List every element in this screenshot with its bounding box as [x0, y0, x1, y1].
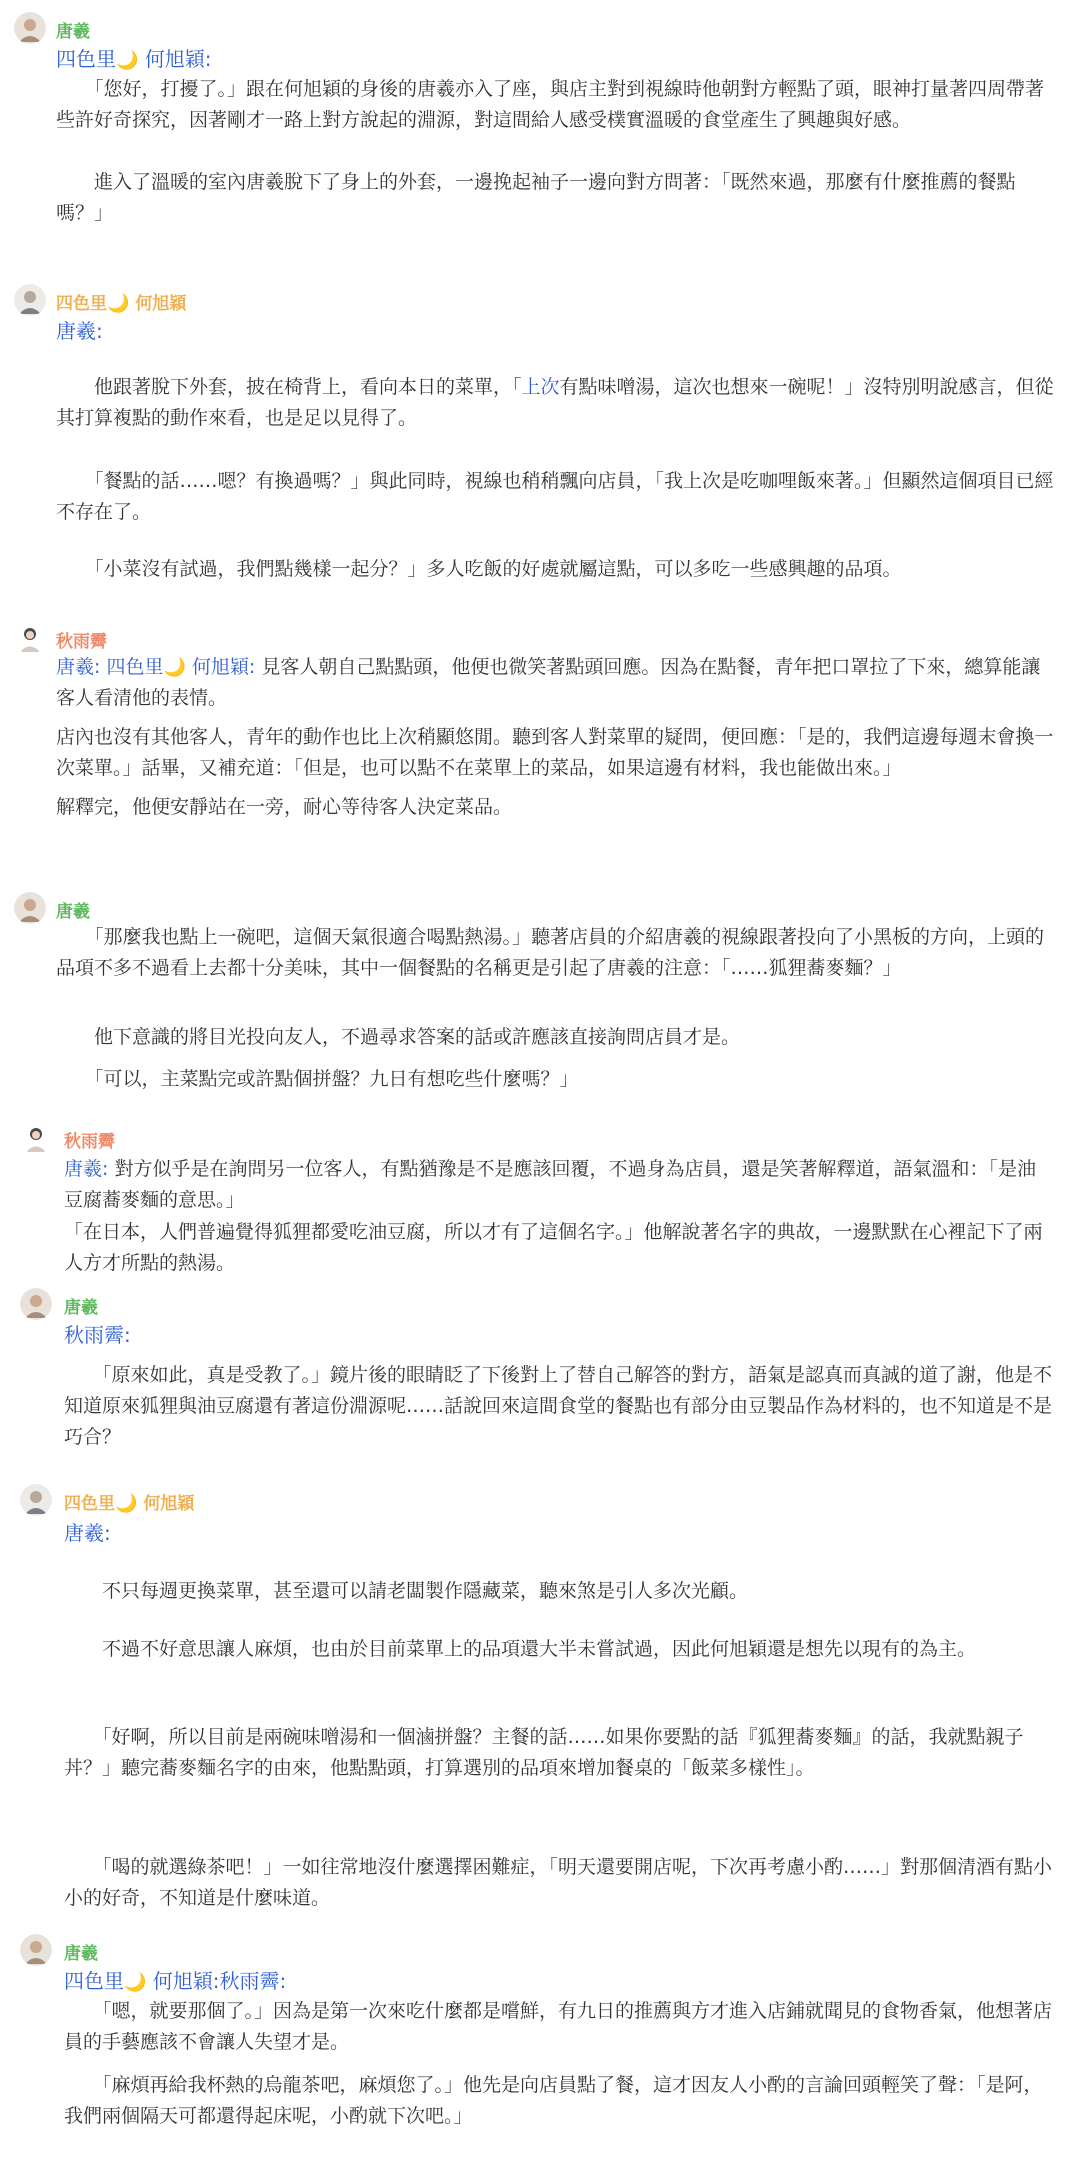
mention-tag[interactable]: 四色里	[64, 1969, 124, 1993]
post-paragraph: 進入了溫暖的室內唐羲脫下了身上的外套，一邊挽起袖子一邊向對方問著：「既然來過，那麼有什麼推薦的餐點嗎？」	[56, 171, 1016, 224]
post-paragraph: 「原來如此，真是受教了。」鏡片後的眼睛眨了下後對上了替自己解答的對方，語氣是認真而真誠的道了謝，他是不知道原來狐狸與油豆腐還有著這份淵源呢……話說回來這間食堂的餐點也有部分由豆製品作為材料的，也不知道是不是巧合？	[64, 1364, 1053, 1448]
author-name[interactable]: 唐羲	[64, 1298, 98, 1318]
post-paragraph: 「喝的就選綠茶吧！」一如往常地沒什麼選擇困難症，「明天還要開店呢，下次再考慮小酌……」對那個清酒有點小小的好奇，不知道是什麼味道。	[64, 1856, 1053, 1909]
avatar[interactable]	[14, 284, 46, 316]
author-name[interactable]: 唐羲	[56, 902, 90, 922]
mention-line	[64, 1968, 286, 1996]
mention-tag[interactable]: 何旭穎:	[185, 656, 256, 678]
post-paragraph: 解釋完，他便安靜站在一旁，耐心等待客人決定菜品。	[56, 796, 513, 818]
moon-icon: 🌙	[163, 657, 186, 678]
post-paragraph: 「在日本，人們普遍覺得狐狸都愛吃油豆腐，所以才有了這個名字。」他解說著名字的典故，一邊默默在心裡記下了兩人方才所點的熱湯。	[64, 1221, 1043, 1274]
author-name[interactable]: 秋雨霽	[56, 632, 107, 652]
avatar[interactable]	[20, 1484, 52, 1516]
author-name[interactable]: 四色里🌙 何旭穎	[64, 1493, 195, 1514]
post-paragraph: 「小菜沒有試過，我們點幾樣一起分？」多人吃飯的好處就屬這點，可以多吃一些感興趣的品項。	[56, 558, 902, 580]
post-paragraph: 不過不好意思讓人麻煩，也由於目前菜單上的品項還大半未嘗試過，因此何旭穎還是想先以現有的為主。	[64, 1638, 977, 1660]
mention-line	[64, 1520, 111, 1546]
post-paragraph: 「餐點的話……嗯？有換過嗎？」與此同時，視線也稍稍飄向店員，「我上次是吃咖哩飯來著。」但顯然這個項目已經不存在了。	[56, 470, 1054, 523]
avatar[interactable]	[14, 12, 46, 44]
mention-line	[56, 46, 212, 74]
mention-tag[interactable]: 秋雨霽:	[64, 1323, 131, 1347]
post-paragraph: 店內也沒有其他客人，青年的動作也比上次稍顯悠閒。聽到客人對菜單的疑問，便回應：「是的，我們這邊每週末會換一次菜單。」話畢，又補充道：「但是，也可以點不在菜單上的菜品，如果這邊有材料，我也能做出來。」	[56, 726, 1054, 779]
moon-icon: 🌙	[116, 50, 139, 71]
moon-icon: 🌙	[115, 1493, 138, 1514]
mention-tag[interactable]: 何旭穎:	[138, 47, 212, 71]
author-name[interactable]: 唐羲	[64, 1944, 98, 1964]
mention-tag[interactable]: 唐羲:	[64, 1158, 109, 1180]
post-paragraph: 「您好，打擾了。」跟在何旭穎的身後的唐羲亦入了座，與店主對到視線時他朝對方輕點了頭，眼神打量著四周帶著些許好奇探究，因著剛才一路上對方說起的淵源，對這間給人感受樸實溫暖的食堂產生了興趣與好感。	[56, 78, 1045, 131]
post-paragraph: 「那麼我也點上一碗吧，這個天氣很適合喝點熱湯。」聽著店員的介紹唐羲的視線跟著投向了小黑板的方向，上頭的品項不多不過看上去都十分美味，其中一個餐點的名稱更是引起了唐羲的注意：「……狐狸蕎麥麵？」	[56, 926, 1045, 979]
mention-tag[interactable]: 四色里	[100, 656, 164, 678]
mention-tag[interactable]: 唐羲:	[56, 656, 101, 678]
author-name[interactable]: 秋雨霽	[64, 1132, 115, 1152]
highlight-link[interactable]: 上次	[521, 376, 560, 398]
post-paragraph: 「好啊，所以目前是兩碗味噌湯和一個滷拼盤？主餐的話……如果你要點的話『狐狸蕎麥麵』的話，我就點親子丼？」聽完蕎麥麵名字的由來，他點點頭，打算選別的品項來增加餐桌的「飯菜多樣性」。	[64, 1726, 1024, 1779]
moon-icon: 🌙	[107, 293, 130, 314]
moon-icon: 🌙	[124, 1972, 147, 1993]
mention-tag[interactable]: 唐羲:	[64, 1521, 111, 1545]
post-paragraph: 不只每週更換菜單，甚至還可以請老闆製作隱藏菜，聽來煞是引人多次光顧。	[64, 1580, 749, 1602]
post-paragraph: 「可以，主菜點完或許點個拼盤？九日有想吃些什麼嗎？」	[56, 1068, 579, 1090]
author-name[interactable]: 四色里🌙 何旭穎	[56, 293, 187, 314]
post-paragraph: 「嗯，就要那個了。」因為是第一次來吃什麼都是嚐鮮，有九日的推薦與方才進入店鋪就聞見的食物香氣，他想著店員的手藝應該不會讓人失望才是。	[64, 2000, 1053, 2053]
mention-tag[interactable]: 四色里	[56, 47, 116, 71]
mention-line	[56, 318, 103, 344]
post-paragraph: 唐羲: 對方似乎是在詢問另一位客人，有點猶豫是不是應該回覆，不過身為店員，還是笑著解釋道，語氣溫和：「是油豆腐蕎麥麵的意思。」	[64, 1158, 1036, 1211]
avatar[interactable]	[14, 892, 46, 924]
post-paragraph: 「麻煩再給我杯熱的烏龍茶吧，麻煩您了。」他先是向店員點了餐，這才因友人小酌的言論回頭輕笑了聲：「是阿，我們兩個隔天可都還得起床呢，小酌就下次吧。」	[64, 2074, 1043, 2127]
mention-tag[interactable]: 何旭穎:秋雨霽:	[146, 1969, 287, 1993]
mention-tag[interactable]: 唐羲:	[56, 319, 103, 343]
avatar[interactable]	[20, 1288, 52, 1320]
avatar[interactable]	[20, 1934, 52, 1966]
mention-line	[64, 1322, 131, 1348]
post-paragraph: 他下意識的將目光投向友人，不過尋求答案的話或許應該直接詢問店員才是。	[56, 1026, 741, 1048]
avatar[interactable]	[14, 622, 46, 654]
post-paragraph: 他跟著脫下外套，披在椅背上，看向本日的菜單，「上次有點味噌湯，這次也想來一碗呢！」沒特別明說感言，但從其打算複點的動作來看，也是足以見得了。	[56, 376, 1054, 429]
author-name[interactable]: 唐羲	[56, 22, 90, 42]
post-paragraph: 唐羲: 四色里🌙 何旭穎: 見客人朝自己點點頭，他便也微笑著點頭回應。因為在點餐，青年把口罩拉了下來，總算能讓客人看清他的表情。	[56, 656, 1041, 709]
avatar[interactable]	[20, 1122, 52, 1154]
